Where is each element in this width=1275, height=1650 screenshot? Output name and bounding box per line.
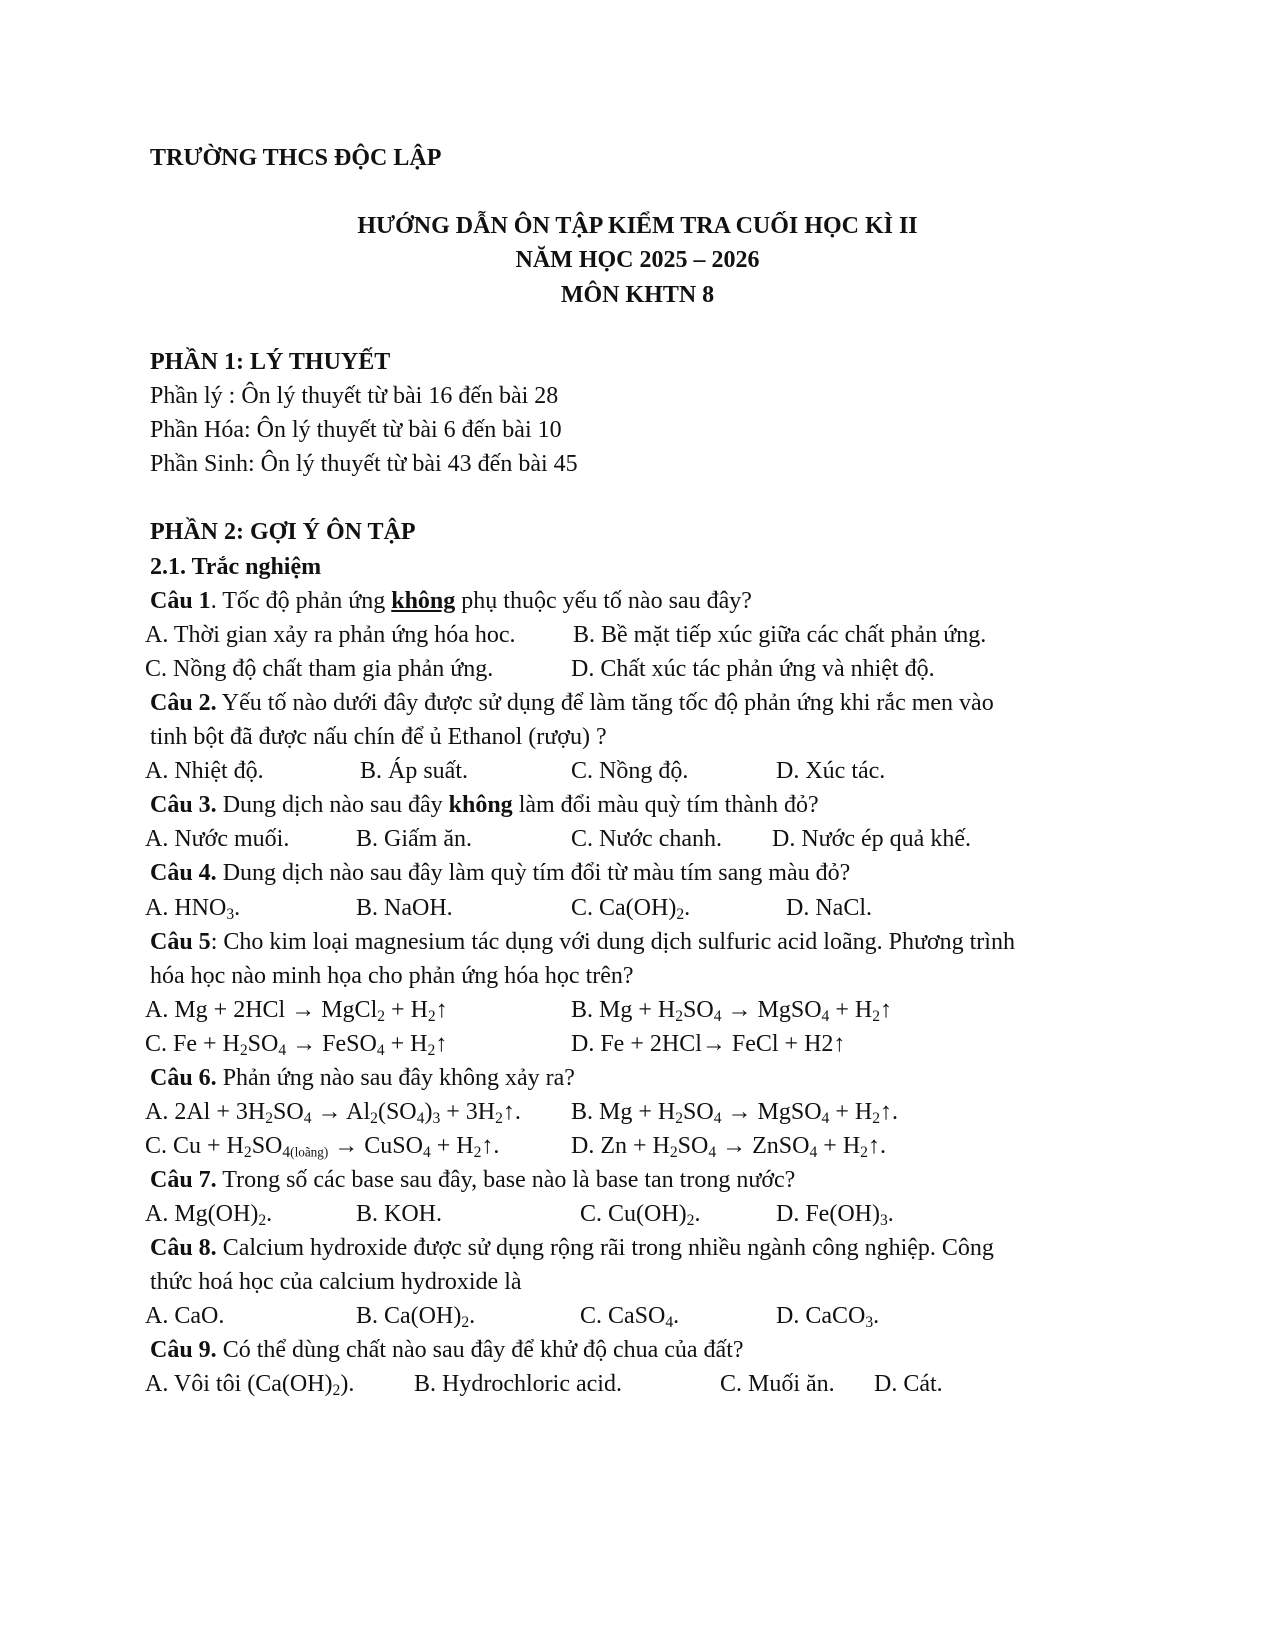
q7-option-b: B. KOH. — [356, 1201, 443, 1227]
q6-option-b: B. $Mg + H_2SO_4$ → MgSO$_4$ + $H_2↑$. — [571, 1099, 898, 1127]
q5-option-c: C. $Fe + H_2SO_4$ → FeSO$_4$ + $H_2↑$ — [145, 1031, 448, 1059]
part1-line-chemistry: Phần Hóa: Ôn lý thuyết từ bài 6 đến bài 10 — [150, 417, 562, 443]
question-label: Câu 4. — [150, 860, 217, 886]
q2-option-a: A. Nhiệt độ. — [145, 758, 264, 784]
q5-option-b: B. $Mg + H_2SO_4$ → MgSO$_4$ + $H_2↑$ — [571, 997, 892, 1025]
q1-option-a: A. Thời gian xảy ra phản ứng hóa hoc. — [145, 622, 516, 648]
question-emphasis: không — [391, 588, 456, 614]
question-8 — [150, 1231, 994, 1265]
question-5-cont: hóa học nào minh họa cho phản ứng hóa học trên? — [150, 963, 634, 989]
q4-option-d: D. NaCl. — [786, 895, 872, 921]
question-label: Câu 2. — [150, 690, 217, 716]
question-5 — [150, 925, 1015, 959]
question-text: : Cho kim loại magnesium tác dụng với dung dịch sulfuric acid loãng. Phương trình — [210, 929, 1015, 955]
school-name: TRƯỜNG THCS ĐỘC LẬP — [150, 145, 442, 171]
question-text: Dung dịch nào sau đây — [216, 792, 449, 818]
question-text: làm đổi màu quỳ tím thành đỏ? — [512, 792, 819, 818]
question-6 — [150, 1061, 575, 1095]
title-line-3: MÔN KHTN 8 — [560, 282, 715, 308]
q5-option-a: A. Mg + 2HCl → MgCl$_2$ + $H_2↑$ — [145, 997, 448, 1025]
question-text: Trong số các base sau đây, base nào là base tan trong nước? — [216, 1167, 796, 1193]
question-2 — [150, 686, 994, 720]
title-line-2: NĂM HỌC 2025 – 2026 — [515, 247, 760, 273]
question-text: Có thể dùng chất nào sau đây để khử độ chua của đất? — [216, 1337, 744, 1363]
q2-option-b: B. Áp suất. — [360, 758, 468, 784]
question-label: Câu 5 — [150, 929, 211, 955]
question-text: Yếu tố nào dưới đây được sử dụng để làm tăng tốc độ phản ứng khi rắc men vào — [216, 690, 994, 716]
question-2-cont: tinh bột đã được nấu chín để ủ Ethanol (rượu) ? — [150, 724, 607, 750]
part1-line-physics: Phần lý : Ôn lý thuyết từ bài 16 đến bài 28 — [150, 383, 559, 409]
q2-option-d: D. Xúc tác. — [776, 758, 886, 784]
q9-option-b: B. Hydrochloric acid. — [414, 1371, 622, 1397]
q5-option-d: D. Fe + 2HCl→ FeCl + H2↑ — [571, 1031, 846, 1057]
question-label: Câu 9. — [150, 1337, 217, 1363]
q2-option-c: C. Nồng độ. — [571, 758, 689, 784]
question-9 — [150, 1333, 744, 1367]
question-label: Câu 8. — [150, 1235, 217, 1261]
q8-option-d: D. CaCO$_3$. — [776, 1303, 880, 1331]
question-emphasis: không — [448, 792, 513, 818]
question-label: Câu 3. — [150, 792, 217, 818]
question-1 — [150, 584, 752, 618]
question-7 — [150, 1163, 795, 1197]
part1-heading: PHẦN 1: LÝ THUYẾT — [150, 349, 391, 375]
q7-option-a: A. $Mg(OH)_2$. — [145, 1201, 273, 1229]
q1-option-c: C. Nồng độ chất tham gia phản ứng. — [145, 656, 494, 682]
question-text: Dung dịch nào sau đây làm quỳ tím đổi từ màu tím sang màu đỏ? — [216, 860, 851, 886]
part2-subheading: 2.1. Trắc nghiệm — [150, 554, 322, 580]
q6-option-d: D. $Zn + H_2SO_4$ → ZnSO$_4$ + $H_2↑$. — [571, 1133, 886, 1161]
question-text: Calcium hydroxide được sử dụng rộng rãi trong nhiều ngành công nghiệp. Công — [216, 1235, 994, 1261]
q9-option-c: C. Muối ăn. — [720, 1371, 835, 1397]
q1-option-b: B. Bề mặt tiếp xúc giữa các chất phản ứng. — [573, 622, 987, 648]
q1-option-d: D. Chất xúc tác phản ứng và nhiệt độ. — [571, 656, 935, 682]
q3-option-b: B. Giấm ăn. — [356, 826, 472, 852]
part2-heading: PHẦN 2: GỢI Ý ÔN TẬP — [150, 519, 416, 545]
title-line-1: HƯỚNG DẪN ÔN TẬP KIỂM TRA CUỐI HỌC KÌ II — [357, 213, 918, 239]
q8-option-b: B. $Ca(OH)_2$. — [356, 1303, 476, 1331]
question-3 — [150, 788, 819, 822]
q4-option-a: A. $HNO_3$. — [145, 895, 241, 923]
q9-option-d: D. Cát. — [874, 1371, 943, 1397]
q4-option-b: B. NaOH. — [356, 895, 453, 921]
q9-option-a: A. Vôi tôi $(Ca(OH)_2)$. — [145, 1371, 355, 1399]
question-4 — [150, 856, 850, 890]
q3-option-c: C. Nước chanh. — [571, 826, 722, 852]
q8-option-c: C. CaSO$_4$. — [580, 1303, 680, 1331]
part1-line-biology: Phần Sinh: Ôn lý thuyết từ bài 43 đến bài 45 — [150, 451, 578, 477]
question-label: Câu 1 — [150, 588, 211, 614]
question-label: Câu 6. — [150, 1065, 217, 1091]
question-8-cont: thức hoá học của calcium hydroxide là — [150, 1269, 522, 1295]
question-text: . Tốc độ phản ứng — [210, 588, 392, 614]
q7-option-d: D. $Fe(OH)_3$. — [776, 1201, 894, 1229]
question-text: phụ thuộc yếu tố nào sau đây? — [455, 588, 752, 614]
q6-option-c: C. $Cu + H_2SO_{4(loãng)}$ → CuSO$_4$ + $H_2↑$. — [145, 1133, 500, 1161]
q3-option-d: D. Nước ép quả khế. — [772, 826, 971, 852]
q3-option-a: A. Nước muối. — [145, 826, 290, 852]
q6-option-a: A. $2Al + 3H_2SO_4 \to Al_2(SO_4)_3$ + $3H_2↑$. — [145, 1099, 521, 1127]
q4-option-c: C. $Ca(OH)_2$. — [571, 895, 691, 923]
q8-option-a: A. CaO. — [145, 1303, 225, 1329]
q7-option-c: C. $Cu(OH)_2$. — [580, 1201, 701, 1229]
question-text: Phản ứng nào sau đây không xảy ra? — [216, 1065, 575, 1091]
question-label: Câu 7. — [150, 1167, 217, 1193]
